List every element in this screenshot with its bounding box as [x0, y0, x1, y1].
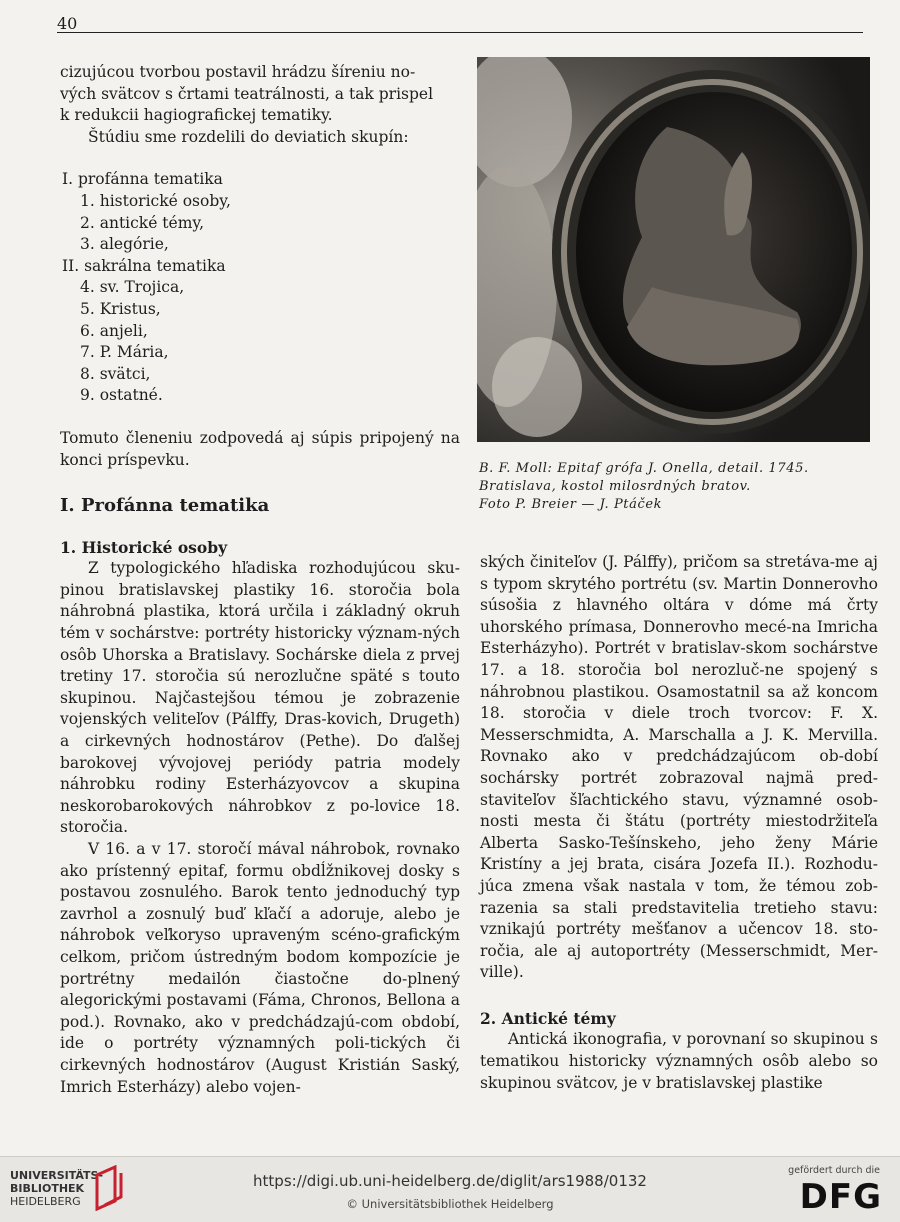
- subsection-title: 1. Historické osoby: [60, 537, 228, 557]
- left-column: [60, 62, 460, 1098]
- page-number: 40: [57, 14, 78, 33]
- body-paragraph: V 16. a v 17. storočí mával náhrobok, rovnako ako prístenný epitaf, formu obdĺžnikovej dosky s postavou zosnulého. Barok tento jednoduchý typ zavrhol a zosnulý buď kľačí a adoruje, alebo je náhrobok veľkoryso upraveným scéno-grafickým celkom, pričom ústredným bodom kompozície je portrétny medailón čiastočne do-plnený alegorickými postavami (Fáma, Chronos, Bellona a pod.). Rovnako, ako v predchádzajú-com období, ide o portréty významných poli-tických či cirkevných hodnostárov (August Kristián Saský, Imrich Esterházy) alebo vojen-: [60, 840, 460, 1096]
- permalink-url[interactable]: https://digi.ub.uni-heidelberg.de/diglit/ars1988/0132: [253, 1172, 647, 1190]
- viewer-footer: [0, 1156, 900, 1222]
- funding-note: gefördert durch die: [788, 1165, 880, 1176]
- study-sentence: Štúdiu sme rozdelili do deviatich skupín:: [88, 127, 409, 146]
- caption-line: Bratislava, kostol milosrdných bratov.: [479, 479, 751, 494]
- caption-line: B. F. Moll: Epitaf grófa J. Onella, detail. 1745.: [479, 461, 809, 476]
- figure-caption: [479, 460, 879, 514]
- outline-item: 8. svätci,: [80, 364, 151, 383]
- caption-line: Foto P. Breier — J. Ptáček: [479, 497, 663, 512]
- right-column: [480, 552, 878, 1094]
- topic-outline: [60, 169, 460, 407]
- outline-note: Tomuto členeniu zodpovedá aj súpis pripojený na konci príspevku.: [60, 428, 460, 469]
- library-name-line: HEIDELBERG: [10, 1195, 81, 1208]
- outline-item: 7. P. Mária,: [80, 343, 169, 362]
- header-rule: [57, 32, 863, 33]
- outline-item: 4. sv. Trojica,: [80, 278, 185, 297]
- intro-line: k redukcii hagiografickej tematiky.: [60, 106, 333, 125]
- outline-item: 3. alegórie,: [80, 235, 169, 254]
- subsection-title: 2. Antické témy: [480, 1008, 616, 1028]
- library-name-line: UNIVERSITÄTS-: [10, 1169, 104, 1182]
- portrait-medallion-photo: [477, 57, 870, 442]
- outline-item: II. sakrálna tematika: [62, 256, 226, 275]
- library-name-line: BIBLIOTHEK: [10, 1182, 85, 1195]
- body-paragraph: ských činiteľov (J. Pálffy), pričom sa stretáva-me aj s typom skrytého portrétu (sv. Martin Donnerovho súsošia z hlavného oltára v dóme má črty uhorského prímasa, Donnerovho mecé-na Imricha Esterházyho). Portrét v bratislav-skom sochárstve 17. a 18. storočia bol nerozluč-ne spojený s náhrobnou plastikou. Osamostatnil sa až koncom 18. storočia v diele troch tvorcov: F. X. Messerschmidta, A. Marschalla a J. K. Mervilla. Rovnako ako v predchádzajúcom ob-dobí sochársky portrét zobrazoval najmä pred-staviteľov šľachtického stavu, významné osob-nosti mesta či štátu (portréty miestodržiteľa Alberta Sasko-Tešínskeho, jeho ženy Márie Kristíny a jej brata, cisára Jozefa II.). Rozhodu-júca zmena však nastala v tom, že témou zob-razenia sa stali predstavitelia tretieho stavu: vznikajú portréty mešťanov a učencov 18. sto-ročia, ale aj autoportréty (Messerschmidt, Mer-ville).: [480, 553, 878, 982]
- intro-text: [60, 62, 460, 127]
- outline-item: 6. anjeli,: [80, 321, 148, 340]
- outline-item: 9. ostatné.: [80, 386, 163, 405]
- outline-item: I. profánna tematika: [62, 170, 223, 189]
- outline-item: 5. Kristus,: [80, 299, 161, 318]
- intro-line: vých svätcov s črtami teatrálnosti, a tak prispel: [60, 84, 434, 103]
- dfg-logo[interactable]: DFG: [799, 1177, 882, 1217]
- section-title: I. Profánna tematika: [60, 495, 270, 517]
- copyright-notice: © Universitätsbibliothek Heidelberg: [346, 1197, 554, 1211]
- intro-line: cizujúcou tvorbou postavil hrádzu šíreniu no-: [60, 63, 416, 81]
- body-paragraph: Z typologického hľadiska rozhodujúcou sku-pinou bratislavskej plastiky 16. storočia bola náhrobná plastika, ktorá určila i základný okruh tém v sochárstve: portréty historicky význam-ných osôb Uhorska a Bratislavy. Sochárske diela z prvej tretiny 17. storočia sú nerozlučne späté s touto skupinou. Najčastejšou témou je zobrazenie vojenských veliteľov (Pálffy, Dras-kovich, Drugeth) a cirkevných hodnostárov (Pethe). Do ďalšej barokovej vývojovej periódy patria modely náhrobku rodiny Esterházyovcov a skupina neskorobarokových náhrobkov z po-lovice 18. storočia.: [60, 559, 460, 837]
- outline-item: 1. historické osoby,: [80, 191, 231, 210]
- body-paragraph: Antická ikonografia, v porovnaní so skupinou s tematikou historicky významných osôb alebo so skupinou svätcov, je v bratislavskej plastike: [480, 1030, 878, 1092]
- medallion-image: [477, 57, 870, 442]
- outline-item: 2. antické témy,: [80, 213, 205, 232]
